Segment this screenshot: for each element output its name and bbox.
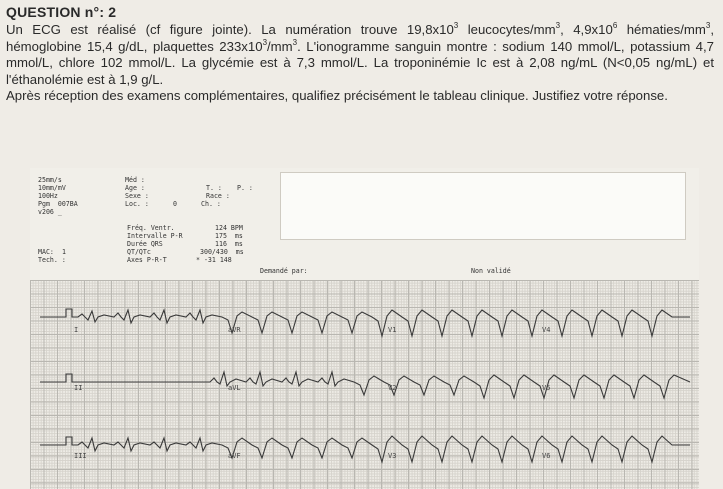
lead-label-ii: II [74, 384, 83, 392]
lead-label-i: I [74, 326, 79, 334]
ecg-med: Méd : [125, 176, 145, 184]
ecg-meas-label-qrs: Durée QRS [127, 240, 163, 248]
ecg-loc: Loc. : [125, 200, 149, 208]
lead-label-v3: V3 [388, 452, 397, 460]
ecg-trace-row-1 [40, 309, 690, 336]
ecg-sexe: Sexe : [125, 192, 149, 200]
ecg-tech: Tech. : [38, 256, 66, 264]
ecg-meas-label-axes: Axes P-R-T [127, 256, 167, 264]
question-text [6, 22, 714, 105]
lead-label-v1: V1 [388, 326, 397, 334]
ecg-gain: 10mm/mV [38, 184, 66, 192]
ecg-meas-value-qrs: 116 ms [215, 240, 243, 248]
ecg-traces [30, 280, 699, 489]
ecg-race: Race : [206, 192, 230, 200]
ecg-meas-label-qt: QT/QTc [127, 248, 151, 256]
ecg-trace-row-3 [40, 436, 690, 462]
ecg-header [30, 168, 699, 276]
ecg-interpretation-box [280, 172, 686, 240]
ecg-meas-value-qt: 300/430 ms [200, 248, 244, 256]
ecg-t: T. : [206, 184, 222, 192]
ecg-trace-row-2 [40, 372, 690, 398]
ecg-version: v206 _ [38, 208, 62, 216]
ecg-meas-label-rate: Fréq. Ventr. [127, 224, 175, 232]
lead-label-avf: aVF [228, 452, 241, 460]
ecg-age: Age : [125, 184, 145, 192]
lead-label-v5: V5 [542, 384, 551, 392]
lead-label-v6: V6 [542, 452, 551, 460]
lead-label-avr: aVR [228, 326, 241, 334]
ecg-mac-value: 1 [62, 248, 66, 256]
question-paragraph-1: Un ECG est réalisé (cf figure jointe). La numération trouve $19,8x10^3$ leucocytes/$mm^3$, $4,9x10^6$ hématies/$mm^3$, hémoglobine 15,4 g/dL, plaquettes $233x10^3/mm^3$. L'ionogramme sanguin montre : sodium 140 mmol/L, potassium 4,7 mmol/L, chlore 102 mmol/L. La glycémie est à 7,3 mmol/L. La troponinémie Ic est à 2,08 ng/mL (N<0,05 ng/mL) et l'éthanolémie est à 1,9 g/L. [6, 21, 714, 87]
ecg-filter: 100Hz [38, 192, 58, 200]
ecg-speed: 25mm/s [38, 176, 62, 184]
ecg-demande-par: Demandé par: [260, 267, 308, 275]
question-title: QUESTION n°: 2 [6, 4, 117, 20]
question-paragraph-2: Après réception des examens complémentaires, qualifiez précisément le tableau clinique. Justifiez votre réponse. [6, 88, 668, 104]
ecg-meas-label-pr: Intervalle P-R [127, 232, 183, 240]
ecg-p: P. : [237, 184, 253, 192]
lead-label-avl: aVL [228, 384, 241, 392]
ecg-loc-value: 0 [173, 200, 177, 208]
ecg-ch: Ch. : [201, 200, 221, 208]
ecg-meas-value-pr: 175 ms [215, 232, 243, 240]
ecg-figure [30, 168, 699, 489]
ecg-mac: MAC: [38, 248, 54, 256]
lead-label-v2: V2 [388, 384, 397, 392]
ecg-non-valide: Non validé [471, 267, 511, 275]
lead-label-iii: III [74, 452, 87, 460]
lead-label-v4: V4 [542, 326, 551, 334]
ecg-meas-value-axes: * -31 148 [196, 256, 232, 264]
ecg-meas-value-rate: 124 BPM [215, 224, 243, 232]
ecg-program: Pgm 007BA [38, 200, 78, 208]
